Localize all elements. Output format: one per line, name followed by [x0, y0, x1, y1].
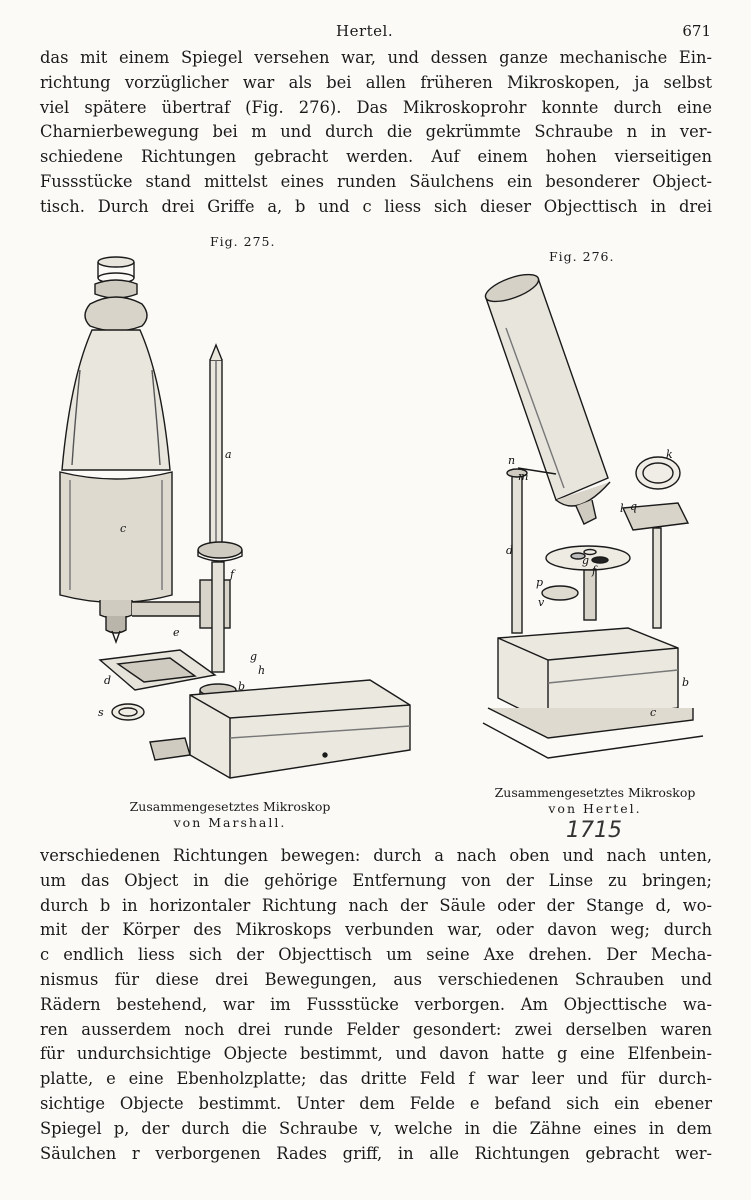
fig275-letter-d: d — [104, 674, 112, 687]
fig276-letter-m: m — [518, 470, 529, 483]
fig276-letter-v: v — [538, 596, 545, 609]
text-line: sichtige Objecte bestimmt. Unter dem Felde e befand sich ein ebener — [40, 1093, 712, 1113]
fig276-letter-f: f — [592, 564, 597, 577]
figure-276-caption — [470, 785, 720, 817]
text-line: viel spätere übertraf (Fig. 276). Das Mikroskoprohr konnte durch eine — [40, 97, 712, 117]
bottom-paragraph — [40, 844, 712, 1166]
text-line: Fussstücke stand mittelst eines runden Säulchens ein besonderer Object- — [40, 171, 712, 191]
text-line: Spiegel p, der durch die Schraube v, welche in die Zähne eines in dem — [40, 1118, 712, 1138]
text-line: richtung vorzüglicher war als bei allen früheren Mikroskopen, ja selbst — [40, 72, 712, 92]
text-line: platte, e eine Ebenholzplatte; das dritte Feld f war leer und für durch- — [40, 1069, 712, 1089]
fig276-letter-g: g — [582, 554, 590, 567]
fig276-letter-k: k — [666, 448, 673, 461]
text-line: Rädern bestehend, war im Fussstücke verborgen. Am Objecttische wa- — [40, 994, 712, 1014]
fig275-letter-h: h — [258, 664, 266, 677]
handwritten-note: 1715 — [566, 818, 622, 843]
fig276-letter-c: c — [650, 706, 657, 719]
text-line: schiedene Richtungen gebracht werden. Auf einem hohen vierseitigen — [40, 147, 712, 167]
text-line: Charnierbewegung bei m und durch die gekrümmte Schraube n in ver- — [40, 122, 712, 142]
figure-276-label: Fig. 276. — [549, 249, 615, 264]
fig276-letter-p: p — [536, 576, 544, 589]
text-line: durch b in horizontaler Richtung nach der Säule oder der Stange d, wo- — [40, 895, 712, 915]
text-line: verschiedenen Richtungen bewegen: durch a nach oben und nach unten, — [40, 846, 712, 865]
caption-line: Zusammengesetztes Mikroskop — [494, 785, 696, 800]
fig275-letter-b: b — [238, 680, 246, 693]
fig276-letter-d: d — [506, 544, 514, 557]
text-line: Säulchen r verborgenen Rades griff, in alle Richtungen gebracht wer- — [40, 1143, 712, 1163]
text-line: c endlich liess sich der Objecttisch um seine Axe drehen. Der Mecha- — [40, 945, 712, 965]
page-number: 671 — [682, 22, 711, 40]
text-line: mit der Körper des Mikroskops verbunden war, oder davon weg; durch — [40, 920, 712, 940]
text-line: tisch. Durch drei Griffe a, b und c liess sich dieser Objecttisch in drei — [40, 196, 712, 216]
text-line: um das Object in die gehörige Entfernung von der Linse zu bringen; — [40, 870, 712, 890]
fig275-letter-f: f — [230, 568, 235, 581]
fig276-letter-b: b — [682, 676, 690, 689]
text-line: das mit einem Spiegel versehen war, und dessen ganze mechanische Ein- — [40, 48, 712, 67]
caption-line: von Hertel. — [548, 801, 642, 816]
fig275-letter-g: g — [250, 650, 258, 663]
figure-275-marshall-microscope — [40, 250, 430, 795]
fig275-letter-e: e — [173, 626, 180, 639]
fig276-letter-q: q — [630, 500, 638, 513]
text-line: nismus für diese drei Bewegungen, aus verschiedenen Schrauben und — [40, 969, 712, 989]
figure-276-hertel-microscope — [478, 268, 718, 780]
top-paragraph — [40, 46, 712, 220]
text-line: für undurchsichtige Objecte bestimmt, und davon hatte g eine Elfenbein- — [40, 1044, 712, 1064]
caption-line: Zusammengesetztes Mikroskop — [129, 799, 331, 814]
fig276-letter-n: n — [508, 454, 516, 467]
figure-275-label: Fig. 275. — [210, 234, 276, 249]
figure-275-caption — [110, 799, 350, 831]
text-line: ren ausserdem noch drei runde Felder gesondert: zwei derselben waren — [40, 1019, 712, 1039]
caption-line: von Marshall. — [173, 815, 287, 830]
running-header — [0, 22, 751, 46]
fig276-letter-l: l — [620, 502, 624, 515]
fig275-letter-a: a — [225, 448, 232, 461]
fig275-letter-s: s — [98, 706, 104, 719]
running-title: Hertel. — [336, 22, 394, 40]
fig275-letter-c: c — [120, 522, 127, 535]
